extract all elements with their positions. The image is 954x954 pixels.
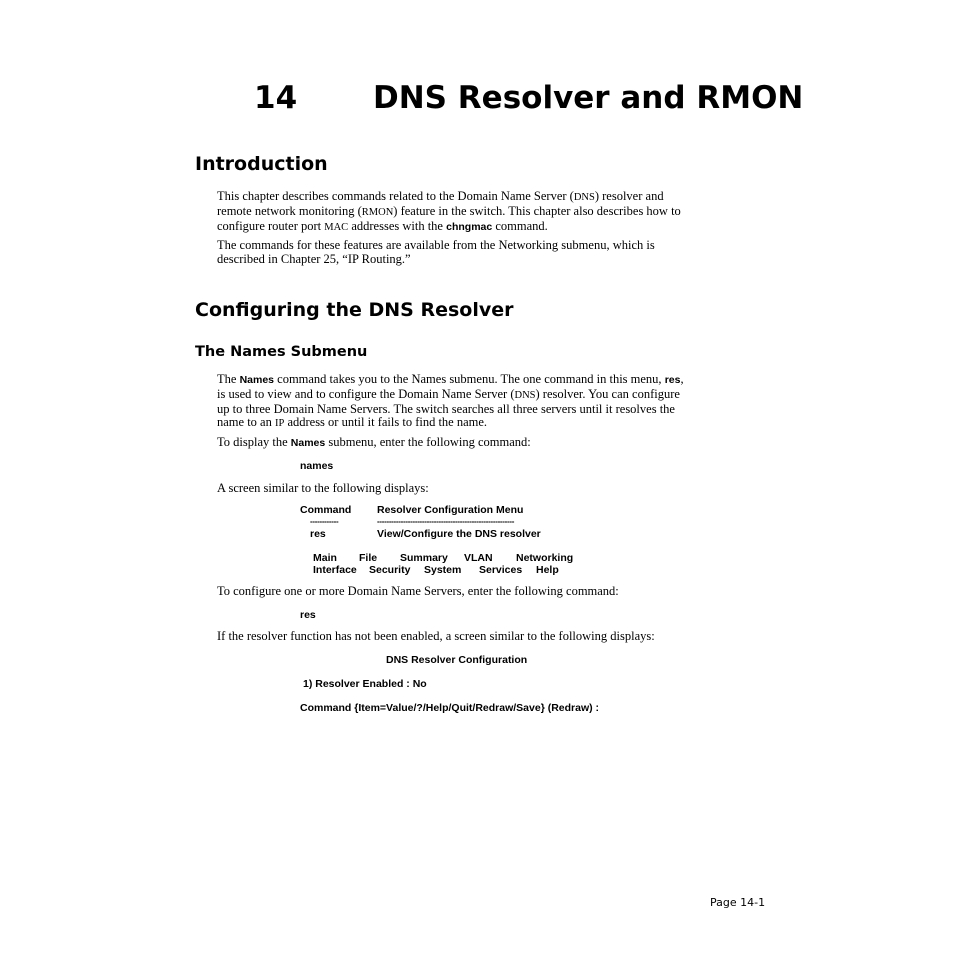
chapter-number: 14 [254,80,298,116]
screen2-item-1: 1) Resolver Enabled : No [303,678,427,690]
menu-item-services: Services [479,564,523,576]
names-paragraph-1: The Names command takes you to the Names submenu. The one command in this menu, res, is used to view and to configure the Domain Name Server (DNS) resolver. You can configure up to three Domain Name Servers. The switch searches all three servers until it resolves the name to an IP address or until it fails to find the name. [217,372,684,430]
inline-command-chngmac: chngmac [446,220,493,233]
screen2-prompt: Command {Item=Value/?/Help/Quit/Redraw/Save} (Redraw) : [300,702,600,714]
intro-paragraph-1: This chapter describes commands related to the Domain Name Server (DNS) resolver and remote network monitoring (RMON) feature in the switch. This chapter also describes how to configure router port MAC addresses with the chngmac command. [217,189,681,233]
screen-rule-1: ------------ [310,517,339,526]
menu-item-system: System [424,564,462,576]
screen-row-desc: View/Configure the DNS resolver [377,528,541,540]
menu-item-main: Main [313,552,337,564]
names-paragraph-5: If the resolver function has not been enabled, a screen similar to the following displays: [217,629,655,643]
chapter-title: DNS Resolver and RMON [373,80,804,116]
screen2-title: DNS Resolver Configuration [386,654,528,666]
menu-item-help: Help [536,564,559,576]
menu-item-interface: Interface [313,564,357,576]
inline-command-res: res [664,374,681,386]
names-paragraph-3: A screen similar to the following displays: [217,481,429,495]
inline-command-names: Names [239,374,275,386]
section-heading-introduction: Introduction [195,153,328,175]
inline-command-names-2: Names [290,437,326,449]
command-names: names [300,460,334,472]
menu-item-summary: Summary [400,552,448,564]
screen-col-header-command: Command [300,504,352,516]
command-res: res [300,609,316,621]
screen-col-header-menu: Resolver Configuration Menu [377,504,524,516]
menu-item-file: File [359,552,378,564]
intro-paragraph-2: The commands for these features are available from the Networking submenu, which is described in Chapter 25, “IP Routing.” [217,238,655,266]
names-paragraph-2: To display the Names submenu, enter the following command: [217,435,531,449]
subsection-heading-names: The Names Submenu [195,344,368,360]
screen-rule-2: ---------------------------------------------------------- [377,517,515,526]
menu-item-networking: Networking [516,552,574,564]
names-paragraph-4: To configure one or more Domain Name Servers, enter the following command: [217,584,619,598]
menu-item-vlan: VLAN [464,552,493,564]
menu-item-security: Security [369,564,411,576]
section-heading-dns: Configuring the DNS Resolver [195,299,514,321]
screen-row-cmd: res [310,528,326,540]
page-number: Page 14-1 [710,896,766,909]
